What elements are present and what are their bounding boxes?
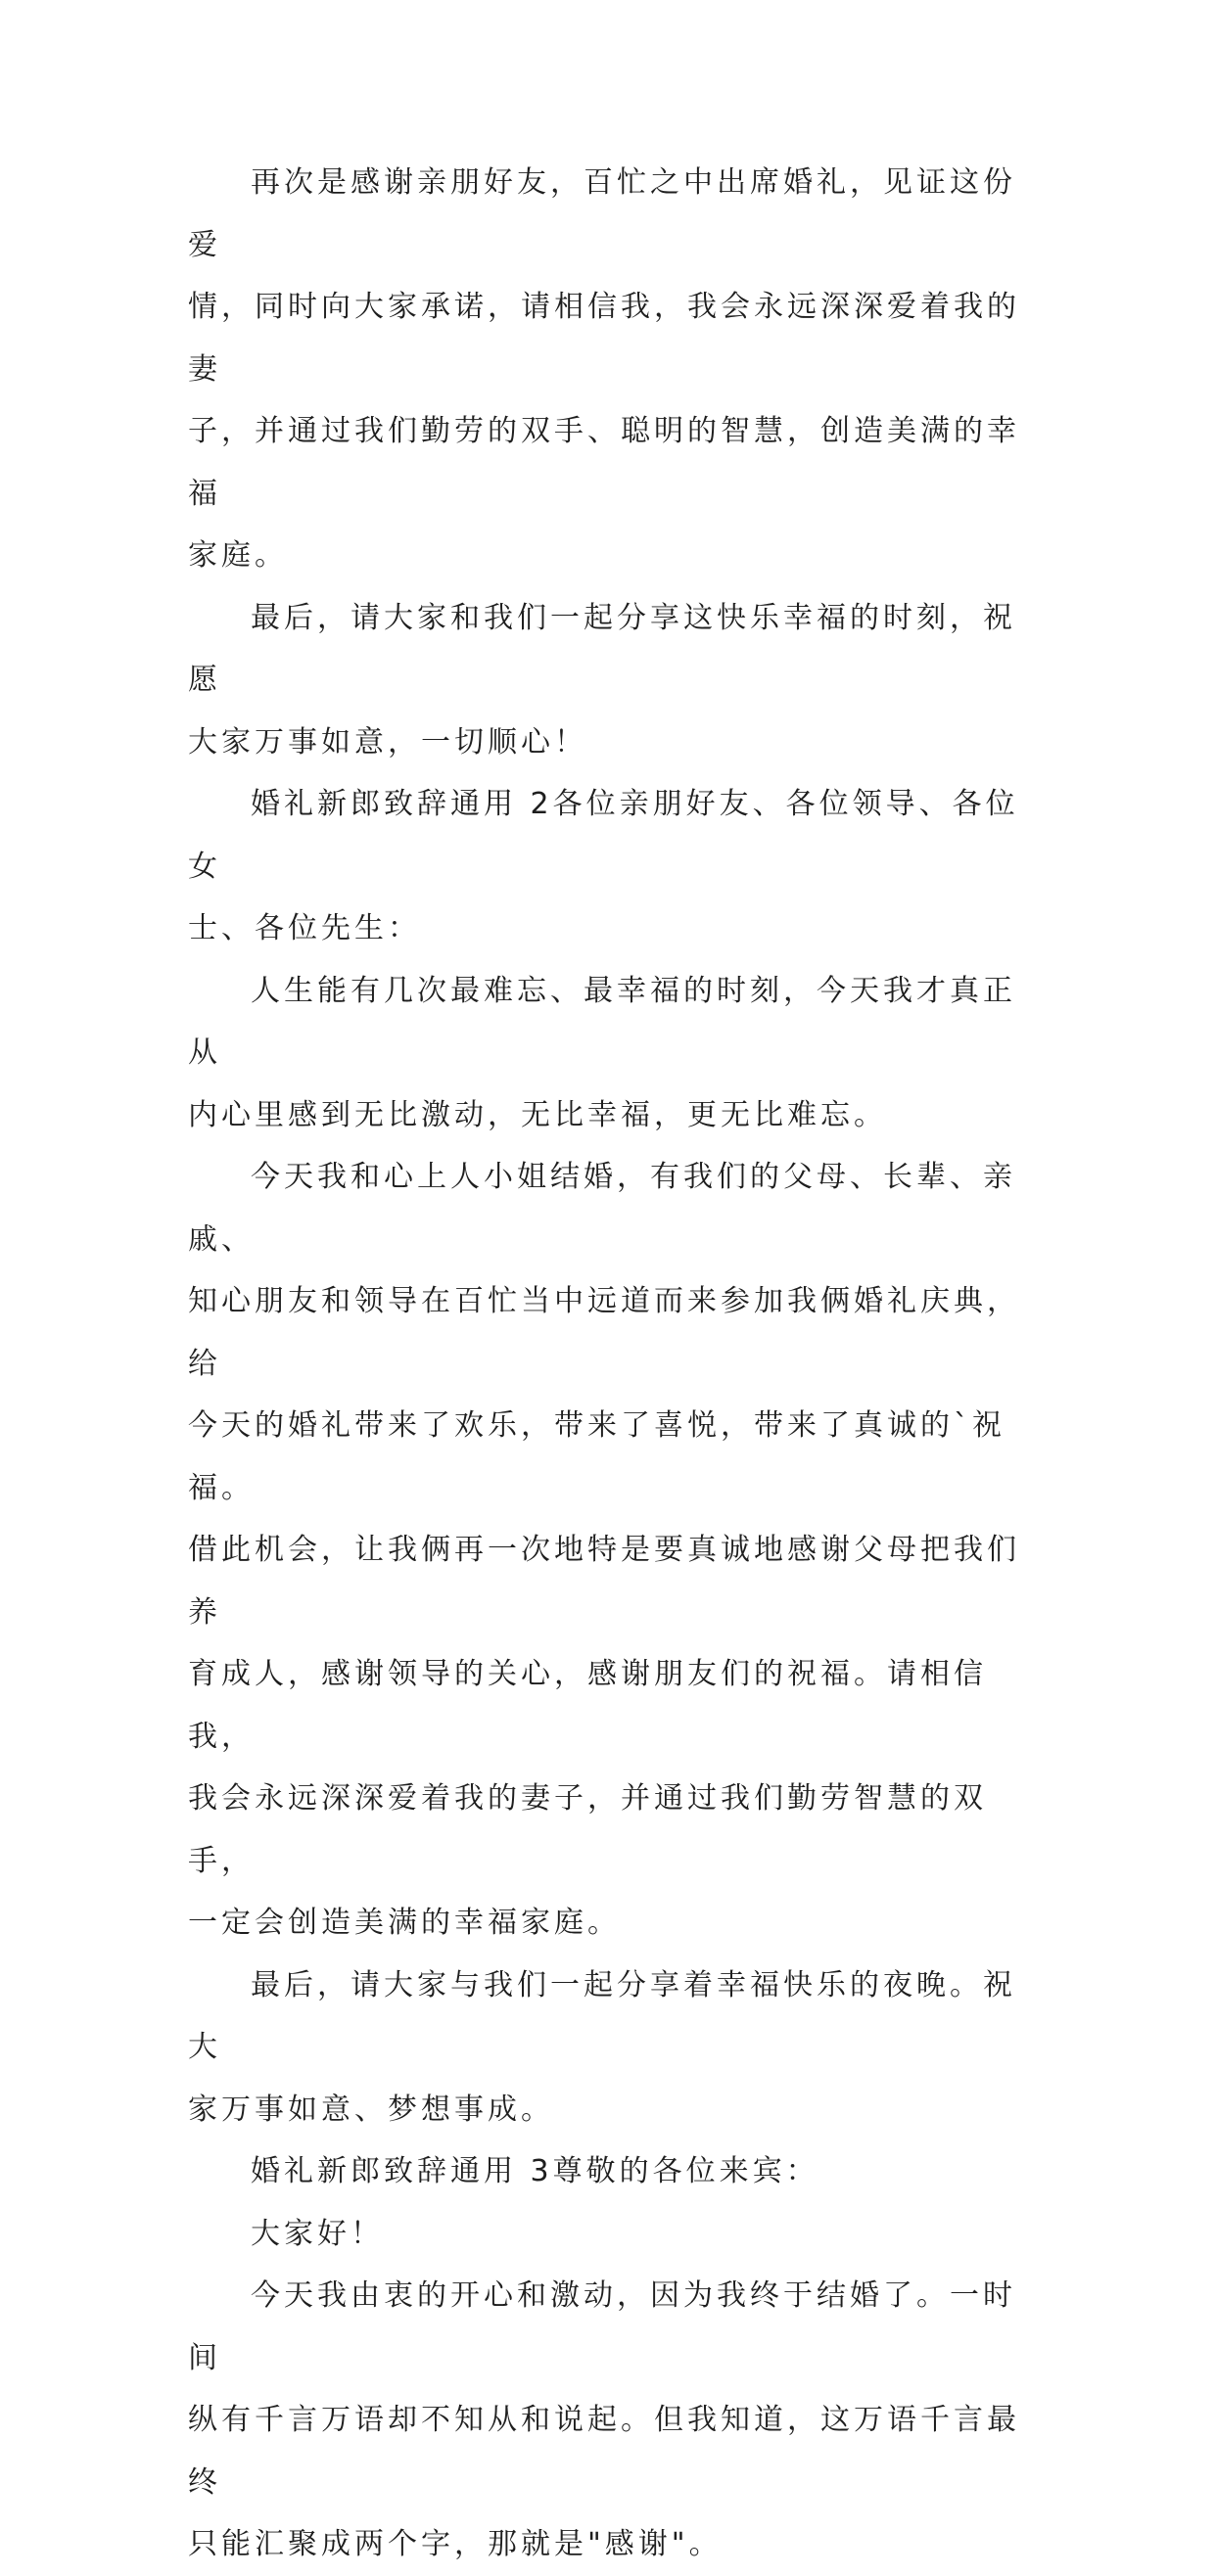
paragraph: 今天我和心上人小姐结婚，有我们的父母、长辈、亲戚、 知心朋友和领导在百忙当中远道而来参加我俩婚礼庆典，给 今天的婚礼带来了欢乐，带来了喜悦，带来了真诚的`祝福。 借此机会，让我俩再一次地特是要真诚地感谢父母把我们养 育成人，感谢领导的关心，感谢朋友们的祝福。请相信我， 我会永远深深爱着我的妻子，并通过我们勤劳智慧的双手， 一定会创造美满的幸福家庭。 <box>188 1160 1020 1940</box>
paragraph: 大家好！ <box>251 2216 384 2251</box>
paragraph: 婚礼新郎致辞通用 3尊敬的各位来宾： <box>251 2154 819 2188</box>
paragraph: 婚礼新郎致辞通用 2各位亲朋好友、各位领导、各位女 士、各位先生： <box>188 787 1019 945</box>
paragraph: 最后，请大家和我们一起分享这快乐幸福的时刻，祝愿 大家万事如意，一切顺心！ <box>188 600 1016 759</box>
paragraph: 再次是感谢亲朋好友，百忙之中出席婚礼，见证这份爱 情，同时向大家承诺，请相信我，我会永远深深爱着我的妻 子，并通过我们勤劳的双手、聪明的智慧，创造美满的幸福 家庭。 <box>188 165 1020 573</box>
paragraph: 最后，请大家与我们一起分享着幸福快乐的夜晚。祝大 家万事如意、梦想事成。 <box>188 1967 1016 2127</box>
document-body <box>188 152 1030 2576</box>
paragraph: 人生能有几次最难忘、最幸福的时刻，今天我才真正从 内心里感到无比激动，无比幸福，更无比难忘。 <box>188 973 1016 1132</box>
paragraph: 今天我由衷的开心和激动，因为我终于结婚了。一时间 纵有千言万语却不知从和说起。但我知道，这万语千言最终 只能汇聚成两个字，那就是"感谢"。 <box>188 2278 1020 2561</box>
